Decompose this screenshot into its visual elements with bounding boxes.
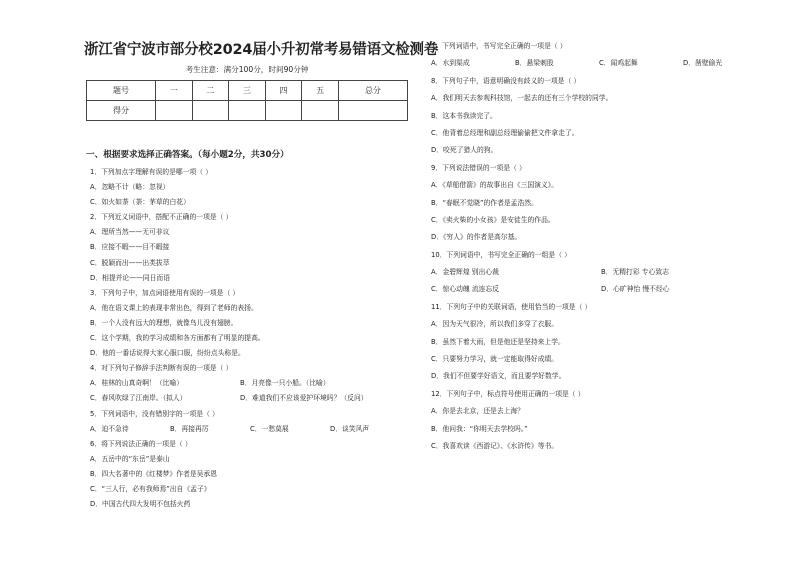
options-4ab — [90, 376, 369, 391]
option-9a: A．《草船借箭》的故事出自《三国演义》。 — [431, 181, 558, 190]
option-7d: D．凿壁偷光 — [683, 59, 723, 68]
option-7a: A．水到渠成 — [431, 59, 470, 68]
left-column — [84, 38, 439, 509]
option-11b: B．虽然下着大雨，但是他还是坚持来上学。 — [431, 337, 565, 346]
option-7b: B．悬梁刺股 — [515, 59, 554, 68]
option-3d: D．他的一番话说得大家心服口服，纷纷点头称是。 — [90, 349, 245, 358]
score-cell: 五 — [302, 81, 339, 101]
option-6a: A．五岳中的“东岳”是泰山 — [90, 454, 170, 463]
option-12c: C．我喜欢读《西游记》、《水浒传》等书。 — [431, 441, 559, 450]
question-3: 3．下列句子中，加点词语使用有误的一项是（ ） — [90, 288, 240, 297]
score-cell: 二 — [192, 81, 229, 101]
option-6b: B．四大名著中的《红楼梦》作者是吴承恩 — [90, 469, 218, 478]
score-input-cell[interactable] — [302, 101, 339, 121]
score-cell: 总分 — [338, 81, 407, 101]
option-10a: A．金碧辉煌 别出心裁 — [431, 268, 499, 277]
score-input-cell[interactable] — [156, 101, 193, 121]
option-9c: C．《卖火柴的小女孩》是安徒生的作品。 — [431, 215, 555, 224]
score-input-cell[interactable] — [338, 101, 407, 121]
question-11: 11．下列句子中的关联词语，使用恰当的一项是（ ） — [431, 302, 592, 311]
option-3c: C．这个学期，我的学习成绩和各方面都有了明显的提高。 — [90, 334, 265, 343]
option-1a: A．忽略不计（略：忽视） — [90, 183, 170, 192]
option-2c: C．脱颖而出——出类拔萃 — [90, 258, 170, 267]
option-8c: C．他背着总经理和副总经理偷偷把文件拿走了。 — [431, 128, 579, 137]
question-2: 2．下列近义词语中，搭配不正确的一项是（ ） — [90, 213, 233, 222]
option-9b: B．“春眠不觉晓”的作者是孟浩然。 — [431, 198, 538, 207]
score-input-cell[interactable] — [265, 101, 302, 121]
question-4: 4．对下列句子修辞手法判断有误的一项是（ ） — [90, 364, 233, 373]
exam-notice: 考生注意：满分100分，时间90分钟 — [185, 65, 309, 74]
question-12: 12．下列句子中，标点符号使用正确的一项是（ ） — [431, 389, 585, 398]
options-10cd — [431, 281, 722, 298]
option-2a: A．理所当然——无可非议 — [90, 228, 170, 237]
option-5d: D．谈笑风声 — [330, 424, 370, 433]
option-5b: B．再接再厉 — [170, 424, 209, 433]
option-6c: C．“三人行，必有我师焉”出自《孟子》 — [90, 484, 211, 493]
option-10b: B．无精打彩 专心致志 — [601, 268, 669, 277]
option-2d: D．相提并论——同日而语 — [90, 273, 170, 282]
option-4b: B．月亮像一只小船。（比喻） — [240, 379, 330, 388]
option-6d: D．中国古代四大发明不包括火药 — [90, 500, 191, 509]
options-5 — [90, 422, 369, 437]
option-8d: D．咬死了猎人的狗。 — [431, 146, 498, 155]
question-8: 8．下列句子中，语意明确没有歧义的一项是（ ） — [431, 76, 581, 85]
option-4d: D．难道我们不应该爱护环境吗？（反问） — [240, 394, 368, 403]
options-7 — [431, 55, 722, 72]
question-5: 5．下列词语中，没有错别字的一项是（ ） — [90, 409, 219, 418]
right-questions — [431, 38, 722, 455]
question-6: 6．将下列说法正确的一项是（ ） — [90, 439, 192, 448]
page-title: 浙江省宁波市部分校2024届小升初常考易错语文检测卷 — [84, 42, 439, 58]
score-input-cell[interactable] — [229, 101, 266, 121]
option-9d: D．《穷人》的作者是高尔基。 — [431, 233, 522, 242]
option-3a: A．他在语文课上的表现非常出色，得到了老师的表扬。 — [90, 303, 258, 312]
option-11a: A．因为天气很冷，所以我们多穿了衣服。 — [431, 320, 558, 329]
option-12b: B．他问我：“你明天去学校吗。” — [431, 424, 528, 433]
option-3b: B．一个人没有远大的理想，就像鸟儿没有翅膀。 — [90, 318, 238, 327]
option-12a: A．你是去北京，还是去上海？ — [431, 407, 525, 416]
score-table-header-row — [87, 81, 408, 101]
options-4cd — [90, 391, 369, 406]
option-7c: C．闻鸡起舞 — [599, 59, 638, 68]
option-11c: C．只要努力学习，就一定能取得好成绩。 — [431, 355, 559, 364]
score-cell: 题号 — [87, 81, 156, 101]
question-1: 1．下列加点字理解有误的是哪一项（ ） — [90, 168, 213, 176]
options-10ab — [431, 264, 722, 281]
option-10d: D．心旷神怡 慢不经心 — [601, 285, 670, 294]
score-table — [86, 80, 408, 121]
option-5c: C．一愁莫展 — [250, 424, 289, 433]
score-cell: 得分 — [87, 101, 156, 121]
option-1c: C．如火如荼（荼：茅草的白花） — [90, 198, 190, 207]
section-heading: 一、根据要求选择正确答案。（每小题2分，共30分） — [86, 150, 289, 160]
option-10c: C．惊心动魄 流连忘反 — [431, 285, 500, 294]
option-8b: B．这本书我读完了。 — [431, 111, 497, 120]
option-4c: C．春风吹绿了江南岸。（拟人） — [90, 394, 187, 403]
score-table-score-row — [87, 101, 408, 121]
score-cell: 一 — [156, 81, 193, 101]
question-10: 10．下列词语中，书写完全正确的一组是（ ） — [431, 250, 571, 259]
left-questions — [90, 165, 369, 512]
option-5a: A．迫不急待 — [90, 424, 129, 433]
score-cell: 四 — [265, 81, 302, 101]
option-8a: A．我们明天去参观科技馆，一起去的还有三个学校的同学。 — [431, 94, 613, 103]
question-9: 9．下列说法错误的一项是（ ） — [431, 163, 526, 172]
option-11d: D．我们不但要学好语文，而且要学好数学。 — [431, 372, 566, 381]
question-7: 7．下列词语中，书写完全正确的一项是（ ） — [431, 42, 567, 50]
option-2b: B．应接不暇——目不暇接 — [90, 243, 170, 252]
score-cell: 三 — [229, 81, 266, 101]
option-4a: A．桂林的山真奇啊！（比喻） — [90, 379, 184, 388]
score-input-cell[interactable] — [192, 101, 229, 121]
